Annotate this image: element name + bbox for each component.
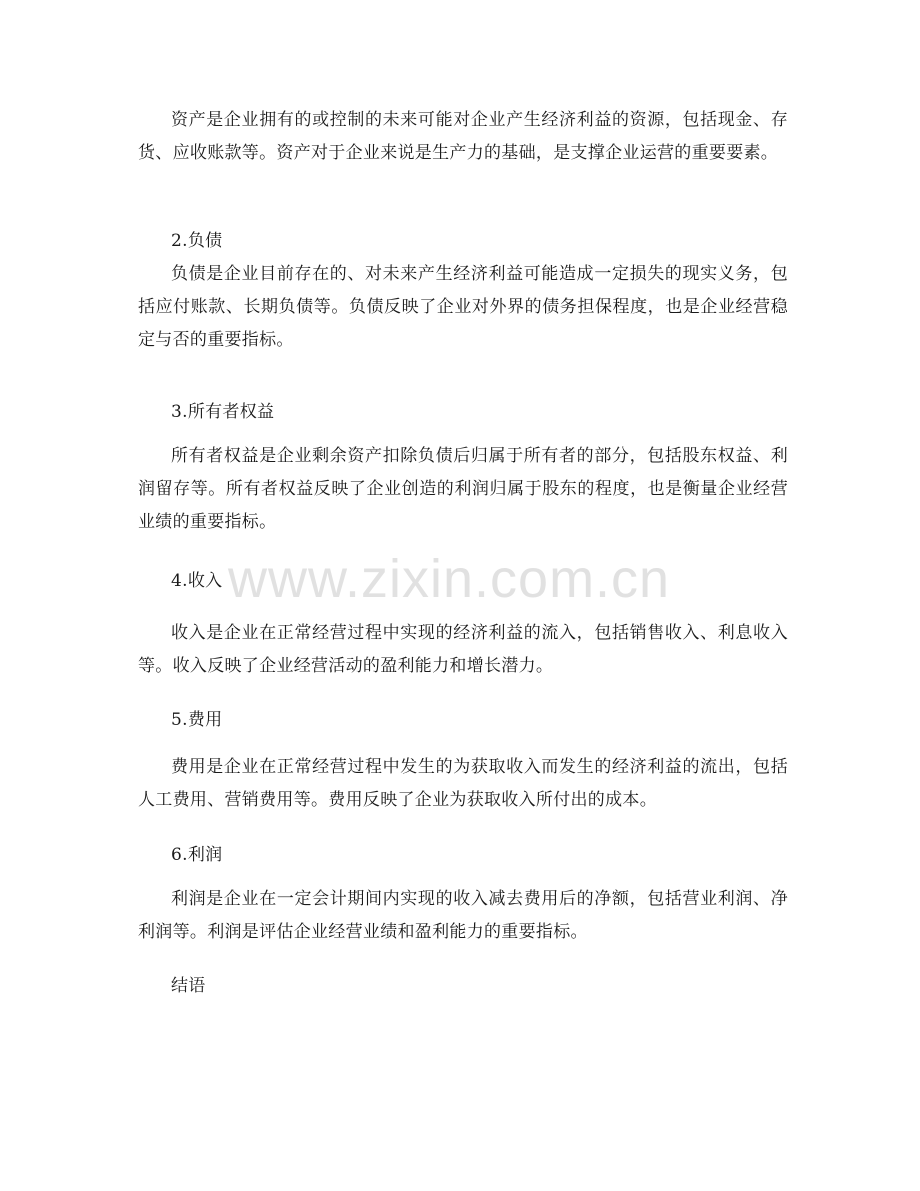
heading-revenue: 4.收入 <box>171 571 223 591</box>
paragraph-profit: 利润是企业在一定会计期间内实现的收入减去费用后的净额，包括营业利润、净利润等。利润是评估企业经营业绩和盈利能力的重要指标。 <box>138 889 788 942</box>
paragraph-equity: 所有者权益是企业剩余资产扣除负债后归属于所有者的部分，包括股东权益、利润留存等。所有者权益反映了企业创造的利润归属于股东的程度，也是衡量企业经营业绩的重要指标。 <box>138 446 788 532</box>
paragraph-assets: 资产是企业拥有的或控制的未来可能对企业产生经济利益的资源，包括现金、存货、应收账款等。资产对于企业来说是生产力的基础，是支撑企业运营的重要要素。 <box>138 110 788 163</box>
heading-expenses: 5.费用 <box>171 710 223 730</box>
heading-liabilities: 2.负债 <box>171 231 223 251</box>
paragraph-revenue: 收入是企业在正常经营过程中实现的经济利益的流入，包括销售收入、利息收入等。收入反映了企业经营活动的盈利能力和增长潜力。 <box>138 623 788 676</box>
paragraph-expenses: 费用是企业在正常经营过程中发生的为获取收入而发生的经济利益的流出，包括人工费用、营销费用等。费用反映了企业为获取收入所付出的成本。 <box>138 757 788 810</box>
watermark: www.zixin.com.cn <box>228 549 671 609</box>
paragraph-liabilities: 负债是企业目前存在的、对未来产生经济利益可能造成一定损失的现实义务，包括应付账款、长期负债等。负债反映了企业对外界的债务担保程度，也是企业经营稳定与否的重要指标。 <box>138 264 788 350</box>
heading-profit: 6.利润 <box>171 845 223 865</box>
heading-equity: 3.所有者权益 <box>171 402 275 422</box>
heading-conclusion: 结语 <box>171 976 206 996</box>
